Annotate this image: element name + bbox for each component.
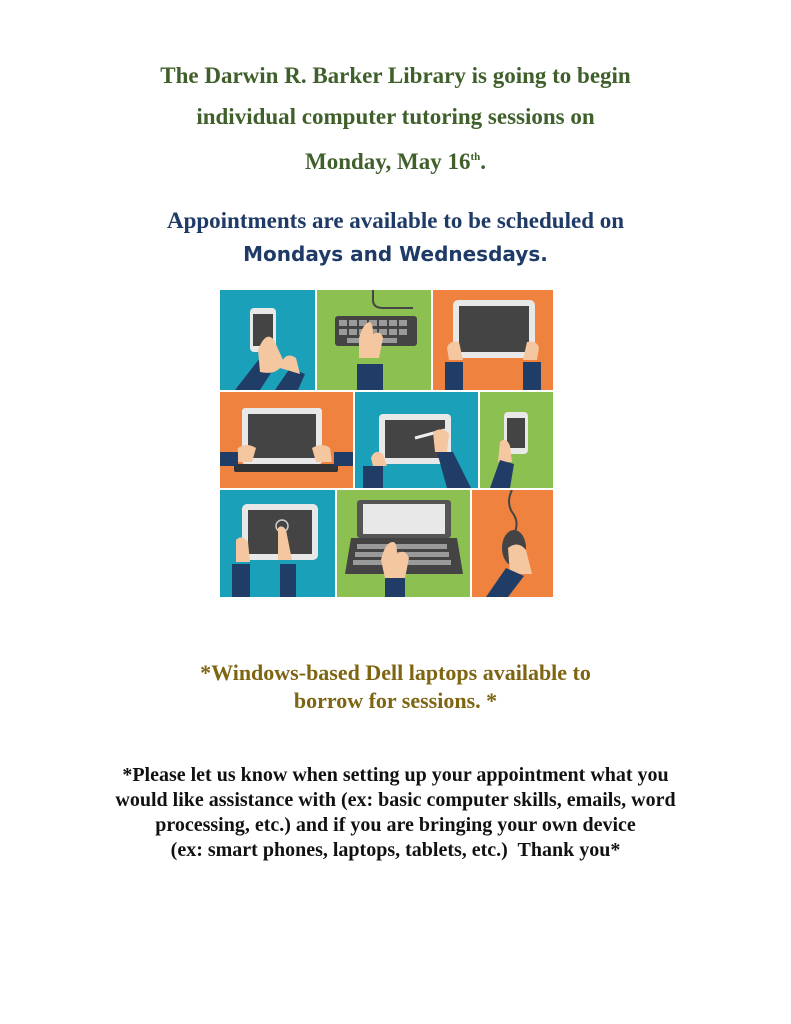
- headline-date: Monday, May 16: [304, 149, 471, 174]
- smartphone-touch-icon: [220, 290, 315, 390]
- tablet-tap-icon: [220, 490, 335, 597]
- request-note-line-3: processing, etc.) and if you are bringing your own device: [155, 814, 636, 836]
- headline-date-suffix: th: [470, 151, 481, 163]
- request-note: [0, 763, 791, 863]
- laptop-typing-icon: [337, 490, 470, 597]
- devices-illustration: [220, 290, 553, 597]
- tablet-stylus-icon: [355, 392, 478, 488]
- mouse-click-icon: [472, 490, 553, 597]
- request-note-line-2: would like assistance with (ex: basic computer skills, emails, word: [115, 789, 676, 811]
- appointments-line-1: Appointments are available to be scheduled on: [166, 208, 625, 233]
- headline-line-3: [0, 137, 791, 182]
- tablet-hold-icon: [433, 290, 553, 390]
- keyboard-typing-icon: [317, 290, 431, 390]
- phone-hold-icon: [480, 392, 553, 488]
- request-note-line-1: *Please let us know when setting up your appointment what you: [122, 764, 669, 786]
- headline-period: .: [480, 149, 486, 174]
- laptops-note-line-2: borrow for sessions. *: [293, 688, 498, 713]
- request-note-line-4: (ex: smart phones, laptops, tablets, etc.) Thank you*: [170, 839, 621, 861]
- appointments-days: Mondays and Wednesdays.: [243, 242, 548, 266]
- laptops-note-line-1: *Windows-based Dell laptops available to: [200, 660, 591, 685]
- headline-line-2: individual computer tutoring sessions on: [196, 104, 595, 129]
- headline-line-1: The Darwin R. Barker Library is going to begin: [160, 63, 631, 88]
- laptop-hold-icon: [220, 392, 353, 488]
